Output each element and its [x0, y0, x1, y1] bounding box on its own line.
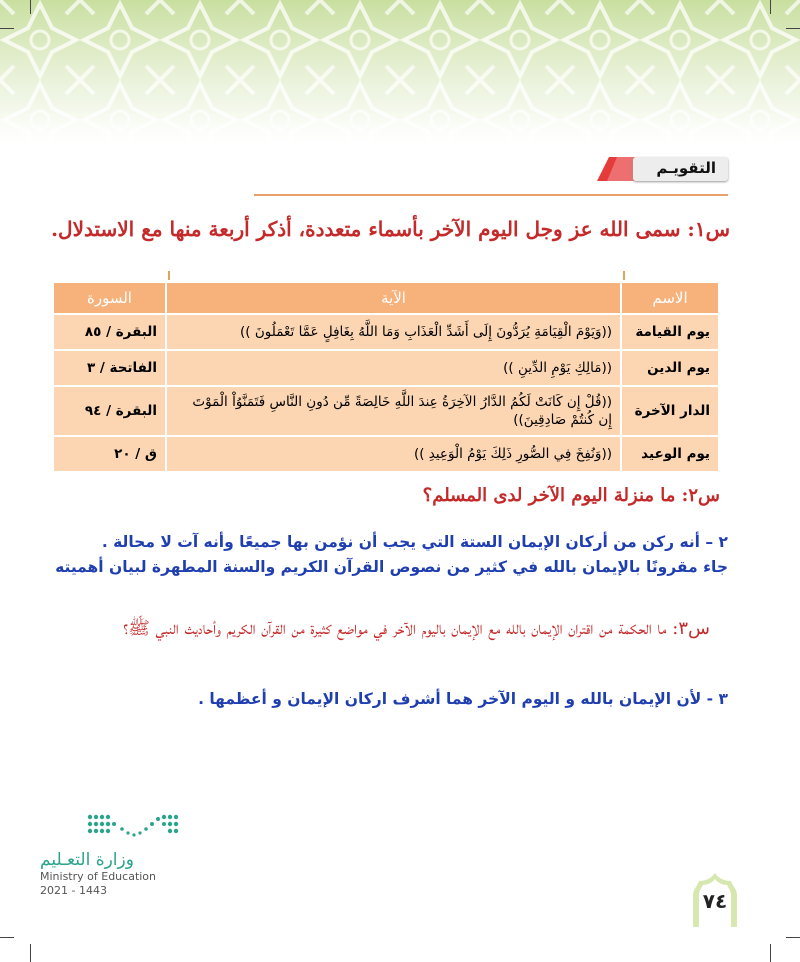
header-surah: السورة [53, 282, 166, 314]
table-row [53, 436, 719, 472]
page-number: ٧٤ [702, 889, 728, 913]
row-verse: ((وَيَوْمَ الْقِيَامَةِ يُرَدُّونَ إِلَى أَشَدِّ الْعَذَابِ وَمَا اللَّهُ بِغَافِلٍ عَمَّا تَعْمَلُونَ )) [166, 314, 621, 350]
answer-2-line-2: جاء مقرونًا بالإيمان بالله في كثير من نصوص القرآن الكريم والسنة المطهرة لبيان أهميته [55, 558, 728, 576]
geometric-pattern-icon [0, 0, 800, 150]
crop-mark [786, 937, 800, 938]
header-rule [254, 194, 728, 196]
table-row [53, 386, 719, 436]
row-name: يوم الدين [621, 350, 719, 386]
row-verse: ((قُلْ إِن كَانَتْ لَكُمُ الدَّارُ الآخِرَةُ عِندَ اللَّهِ خَالِصَةً مِّن دُونِ النَّاسِ فَتَمَنَّوُاْ الْمَوْتَ إِن كُنتُمْ صَادِقِينَ)) [166, 386, 621, 436]
question-3: س٣: ما الحكمة من اقتران الإيمان بالله مع الإيمان باليوم الآخر في مواضع كثيرة من القرآن الكريم وأحاديث النبي ﷺ؟ [123, 618, 710, 639]
ministry-name-ar: وزارة التعـليم [40, 850, 134, 870]
header-ribbon-icon [597, 157, 637, 181]
top-banner [0, 0, 800, 150]
question-1: س١: سمى الله عز وجل اليوم الآخر بأسماء متعددة، أذكر أربعة منها مع الاستدلال. [51, 217, 730, 241]
crop-mark [30, 944, 31, 962]
row-verse: ((مَالِكِ يَوْمِ الدِّينِ )) [166, 350, 621, 386]
question-2: س٢: ما منزلة اليوم الآخر لدى المسلم؟ [422, 485, 720, 506]
section-header [633, 157, 728, 181]
crop-mark [786, 28, 800, 29]
table-tick [168, 271, 170, 280]
ministry-name-en: Ministry of Education [40, 870, 157, 883]
row-name: يوم الوعيد [621, 436, 719, 472]
crop-mark [30, 0, 31, 14]
row-surah: ق / ٢٠ [53, 436, 166, 472]
row-surah: البقرة / ٩٤ [53, 386, 166, 436]
names-table [52, 281, 720, 473]
table-row [53, 350, 719, 386]
ministry-logo-icon [86, 813, 182, 843]
row-surah: الفاتحة / ٣ [53, 350, 166, 386]
answer-3: ٣ - لأن الإيمان بالله و اليوم الآخر هما أشرف اركان الإيمان و أعظمها . [198, 690, 728, 708]
crop-mark [0, 28, 14, 29]
crop-mark [770, 944, 771, 962]
section-title: التقويـم [656, 159, 716, 177]
header-name: الاسم [621, 282, 719, 314]
page-number-badge [693, 873, 737, 927]
row-name: يوم القيامة [621, 314, 719, 350]
table-tick [623, 271, 625, 280]
table-header-row [53, 282, 719, 314]
table-row [53, 314, 719, 350]
answer-2-line-1: ٢ – أنه ركن من أركان الإيمان الستة التي يجب أن نؤمن بها جميعًا وأنه آت لا محالة . [101, 533, 728, 551]
crop-mark [770, 0, 771, 14]
header-verse: الآية [166, 282, 621, 314]
ministry-year: 2021 - 1443 [40, 884, 107, 897]
row-surah: البقرة / ٨٥ [53, 314, 166, 350]
row-name: الدار الآخرة [621, 386, 719, 436]
row-verse: ((وَنُفِخَ فِي الصُّورِ ذَلِكَ يَوْمُ الْوَعِيدِ )) [166, 436, 621, 472]
crop-mark [0, 937, 14, 938]
